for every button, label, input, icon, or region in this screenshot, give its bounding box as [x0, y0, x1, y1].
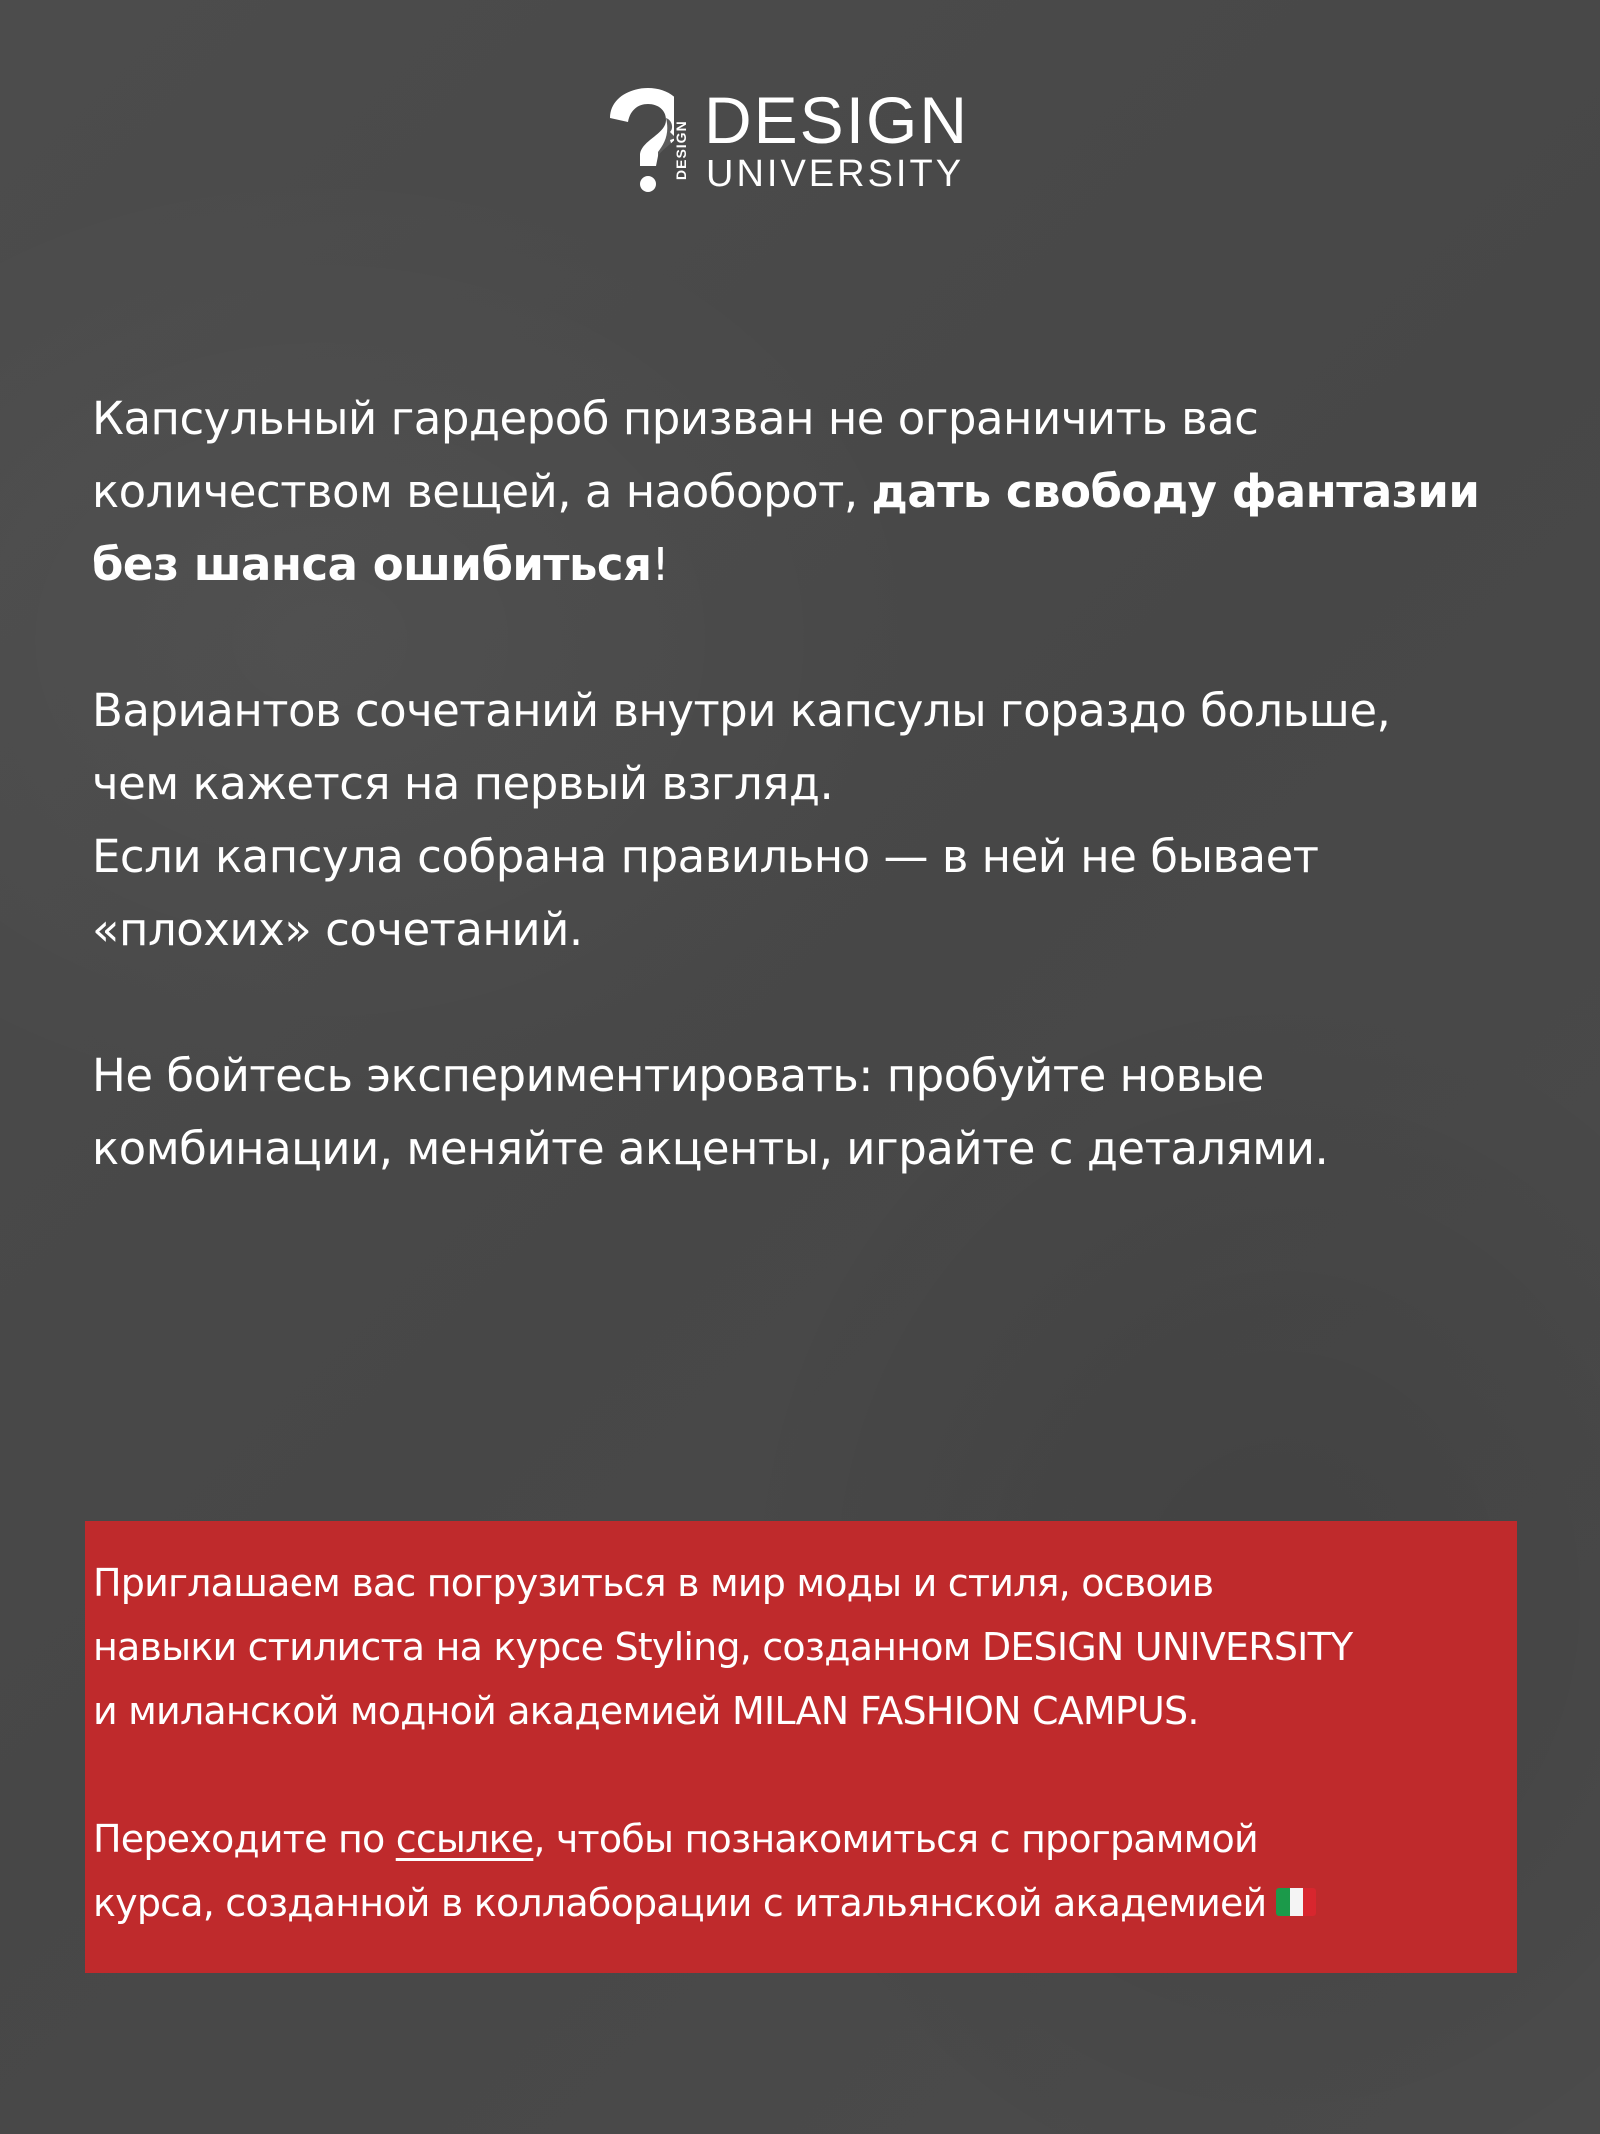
bold-emphasis: дать свободу фантазии — [871, 465, 1480, 518]
text-line: и миланской модной академией MILAN FASHION CAMPUS. — [93, 1689, 1199, 1733]
paragraph-spacer — [92, 601, 1532, 674]
logo-head-question-mark-icon — [600, 88, 696, 192]
logo-word-design: DESIGN — [704, 83, 970, 157]
italy-flag-icon — [1276, 1888, 1316, 1916]
main-text-block — [92, 382, 1532, 1185]
text-line: Не бойтесь экспериментировать: пробуйте новые — [92, 1049, 1264, 1102]
promo-paragraph-2 — [93, 1807, 1513, 1935]
text-line: ! — [651, 538, 670, 591]
logo-vertical-text: DESIGN — [673, 120, 689, 180]
main-paragraph-3 — [92, 1039, 1532, 1185]
text-line: Вариантов сочетаний внутри капсулы гораздо больше, — [92, 684, 1391, 737]
text-line: курса, созданной в коллаборации с итальянской академией — [93, 1881, 1267, 1925]
bold-emphasis: без шанса ошибиться — [92, 538, 652, 591]
text-line: Приглашаем вас погрузиться в мир моды и стиля, освоив — [93, 1561, 1214, 1605]
paragraph-spacer — [92, 966, 1532, 1039]
text-line: , чтобы познакомиться с программой — [533, 1817, 1258, 1861]
brand-logo — [600, 84, 1000, 196]
promo-paragraph-1 — [93, 1551, 1513, 1743]
text-line: комбинации, меняйте акценты, играйте с деталями. — [92, 1122, 1329, 1175]
promo-banner — [85, 1521, 1517, 1973]
paragraph-spacer — [93, 1743, 1513, 1807]
text-line: Переходите по — [93, 1817, 396, 1861]
text-line: количеством вещей, а наоборот, — [92, 465, 872, 518]
main-paragraph-2 — [92, 674, 1532, 966]
main-paragraph-1 — [92, 382, 1532, 601]
text-line: «плохих» сочетаний. — [92, 903, 583, 956]
text-line: Если капсула собрана правильно — в ней не бывает — [92, 830, 1319, 883]
text-line: чем кажется на первый взгляд. — [92, 757, 834, 810]
logo-word-university: UNIVERSITY — [706, 153, 965, 195]
text-line: Капсульный гардероб призван не ограничить вас — [92, 392, 1259, 445]
course-link[interactable]: ссылке — [395, 1817, 534, 1861]
text-line: навыки стилиста на курсе Styling, созданном DESIGN UNIVERSITY — [93, 1625, 1353, 1669]
promo-text — [93, 1551, 1513, 1935]
